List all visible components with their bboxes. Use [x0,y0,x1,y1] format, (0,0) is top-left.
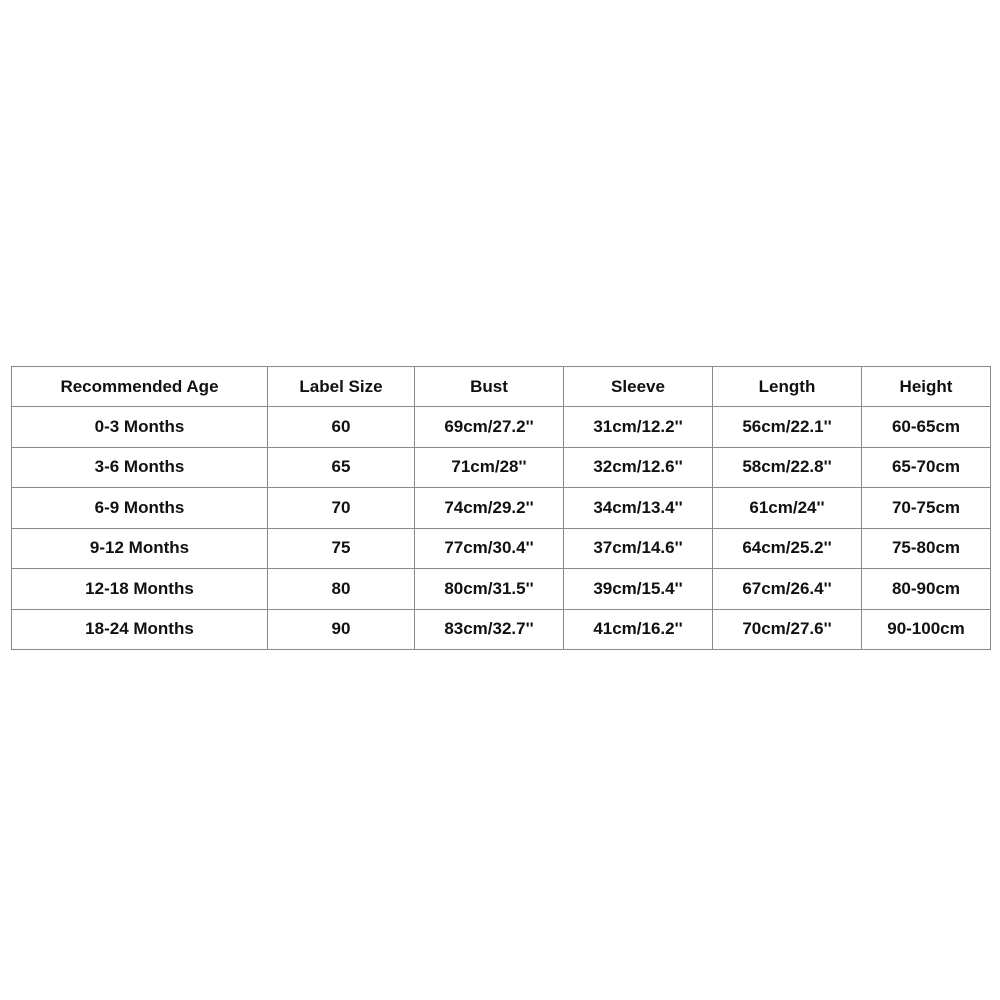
bust-cell: 83cm/32.7'' [415,609,564,650]
header-label-size: Label Size [268,367,415,407]
bust-cell: 77cm/30.4'' [415,528,564,569]
height-cell: 65-70cm [862,447,991,488]
label-size-cell: 90 [268,609,415,650]
table-row [12,609,991,650]
sleeve-cell: 34cm/13.4'' [564,488,713,529]
age-cell: 18-24 Months [12,609,268,650]
height-cell: 70-75cm [862,488,991,529]
table-row [12,407,991,448]
bust-cell: 74cm/29.2'' [415,488,564,529]
table-row [12,528,991,569]
length-cell: 56cm/22.1'' [713,407,862,448]
age-cell: 3-6 Months [12,447,268,488]
header-sleeve: Sleeve [564,367,713,407]
length-cell: 70cm/27.6'' [713,609,862,650]
bust-cell: 71cm/28'' [415,447,564,488]
height-cell: 75-80cm [862,528,991,569]
bust-cell: 69cm/27.2'' [415,407,564,448]
sleeve-cell: 39cm/15.4'' [564,569,713,610]
label-size-cell: 70 [268,488,415,529]
size-chart-table [11,366,991,650]
bust-cell: 80cm/31.5'' [415,569,564,610]
age-cell: 12-18 Months [12,569,268,610]
header-recommended-age: Recommended Age [12,367,268,407]
sleeve-cell: 37cm/14.6'' [564,528,713,569]
length-cell: 67cm/26.4'' [713,569,862,610]
length-cell: 61cm/24'' [713,488,862,529]
header-height: Height [862,367,991,407]
header-row [12,367,991,407]
table-row [12,569,991,610]
age-cell: 9-12 Months [12,528,268,569]
table-row [12,488,991,529]
height-cell: 80-90cm [862,569,991,610]
sleeve-cell: 41cm/16.2'' [564,609,713,650]
label-size-cell: 60 [268,407,415,448]
height-cell: 60-65cm [862,407,991,448]
length-cell: 58cm/22.8'' [713,447,862,488]
sleeve-cell: 31cm/12.2'' [564,407,713,448]
age-cell: 0-3 Months [12,407,268,448]
label-size-cell: 75 [268,528,415,569]
table-row [12,447,991,488]
sleeve-cell: 32cm/12.6'' [564,447,713,488]
label-size-cell: 80 [268,569,415,610]
age-cell: 6-9 Months [12,488,268,529]
label-size-cell: 65 [268,447,415,488]
height-cell: 90-100cm [862,609,991,650]
header-bust: Bust [415,367,564,407]
header-length: Length [713,367,862,407]
length-cell: 64cm/25.2'' [713,528,862,569]
